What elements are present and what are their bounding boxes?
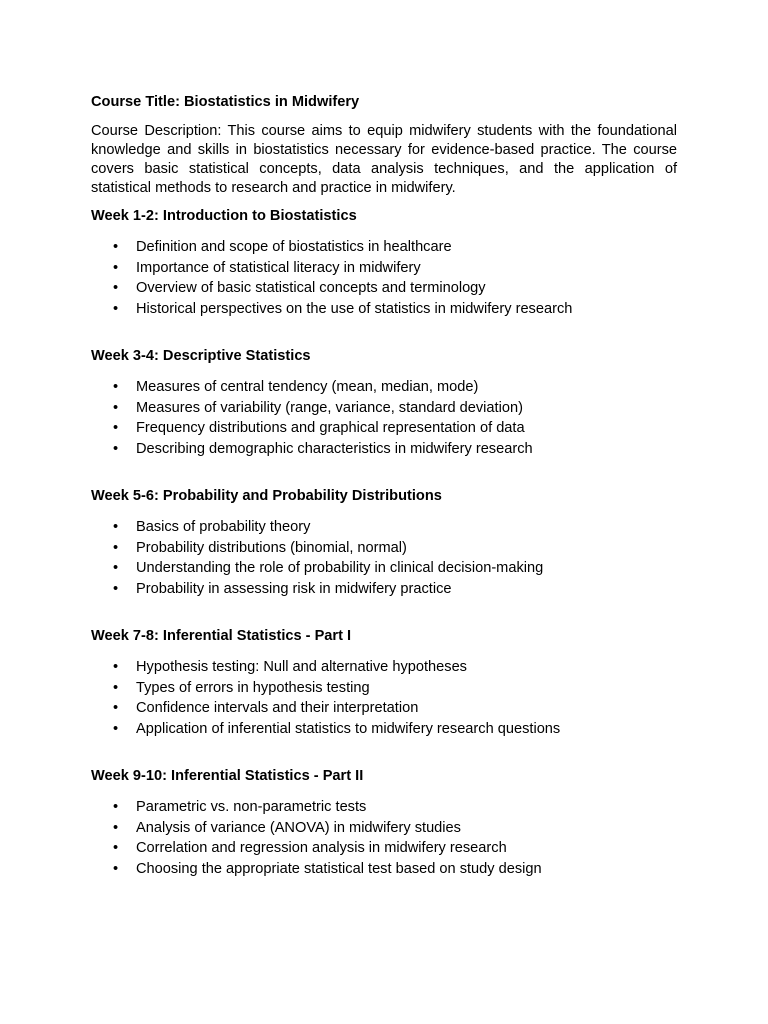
bullet-icon: •: [113, 440, 119, 457]
list-item: [91, 838, 677, 859]
bullet-icon: •: [113, 700, 119, 716]
bullet-icon: •: [113, 679, 119, 696]
week-section: [91, 347, 677, 487]
bullet-icon: •: [113, 560, 119, 576]
list-item-text: Importance of statistical literacy in midwifery: [136, 259, 421, 276]
list-item-text: Historical perspectives on the use of statistics in midwifery research: [136, 300, 573, 317]
list-item: [91, 377, 677, 398]
list-item-text: Describing demographic characteristics in midwifery research: [136, 440, 533, 457]
document-page: [91, 93, 677, 879]
list-item: [91, 558, 677, 579]
bullet-icon: •: [113, 799, 119, 815]
week-heading: Week 7-8: Inferential Statistics - Part I: [91, 628, 352, 644]
week-section: [91, 767, 677, 879]
list-item: [91, 237, 677, 258]
week-section: [91, 627, 677, 767]
list-item-text: Analysis of variance (ANOVA) in midwifery studies: [136, 819, 461, 836]
list-item-text: Hypothesis testing: Null and alternative hypotheses: [136, 659, 467, 675]
course-description: Course Description: This course aims to equip midwifery students with the foundational knowledge and skills in biostatistics necessary for evidence-based practice. The course covers basic statistical concepts, data analysis techniques, and the application of statistical methods to research and practice in midwifery.: [91, 123, 677, 196]
list-item-text: Application of inferential statistics to midwifery research questions: [136, 720, 561, 737]
list-item-text: Basics of probability theory: [136, 519, 311, 535]
topic-list: [91, 797, 677, 879]
bullet-icon: •: [113, 259, 119, 276]
bullet-icon: •: [113, 239, 119, 255]
list-item: [91, 859, 677, 880]
list-item: [91, 678, 677, 699]
list-item: [91, 418, 677, 439]
bullet-icon: •: [113, 840, 119, 856]
bullet-icon: •: [113, 519, 119, 535]
week-sections: [91, 207, 677, 879]
list-item-text: Confidence intervals and their interpretation: [136, 700, 419, 716]
topic-list: [91, 657, 677, 739]
section-spacer: [91, 459, 677, 487]
week-heading: Week 1-2: Introduction to Biostatistics: [91, 208, 357, 224]
bullet-icon: •: [113, 280, 119, 296]
week-heading: Week 9-10: Inferential Statistics - Part II: [91, 768, 364, 784]
list-item-text: Types of errors in hypothesis testing: [136, 679, 370, 696]
list-item-text: Probability distributions (binomial, normal): [136, 539, 407, 556]
list-item: [91, 657, 677, 678]
week-section: [91, 207, 677, 347]
list-item-text: Understanding the role of probability in clinical decision-making: [136, 560, 544, 576]
list-item: [91, 719, 677, 740]
bullet-icon: •: [113, 720, 119, 737]
list-item: [91, 538, 677, 559]
bullet-icon: •: [113, 399, 119, 416]
week-heading: Week 3-4: Descriptive Statistics: [91, 348, 311, 364]
bullet-icon: •: [113, 819, 119, 836]
topic-list: [91, 377, 677, 459]
list-item: [91, 517, 677, 538]
list-item-text: Measures of variability (range, variance, standard deviation): [136, 399, 523, 416]
list-item-text: Overview of basic statistical concepts and terminology: [136, 280, 486, 296]
bullet-icon: •: [113, 300, 119, 317]
list-item-text: Measures of central tendency (mean, median, mode): [136, 379, 479, 395]
bullet-icon: •: [113, 659, 119, 675]
list-item: [91, 439, 677, 460]
list-item: [91, 579, 677, 600]
course-title: Course Title: Biostatistics in Midwifery: [91, 94, 360, 110]
list-item: [91, 398, 677, 419]
section-spacer: [91, 599, 677, 627]
list-item: [91, 299, 677, 320]
list-item-text: Parametric vs. non-parametric tests: [136, 799, 367, 815]
bullet-icon: •: [113, 860, 119, 877]
week-heading: Week 5-6: Probability and Probability Distributions: [91, 488, 442, 504]
topic-list: [91, 237, 677, 319]
bullet-icon: •: [113, 379, 119, 395]
list-item: [91, 258, 677, 279]
list-item-text: Probability in assessing risk in midwifery practice: [136, 580, 452, 597]
list-item-text: Definition and scope of biostatistics in healthcare: [136, 239, 452, 255]
list-item: [91, 818, 677, 839]
bullet-icon: •: [113, 539, 119, 556]
list-item: [91, 698, 677, 719]
bullet-icon: •: [113, 420, 119, 436]
list-item: [91, 278, 677, 299]
week-section: [91, 487, 677, 627]
section-spacer: [91, 739, 677, 767]
list-item: [91, 797, 677, 818]
topic-list: [91, 517, 677, 599]
list-item-text: Choosing the appropriate statistical test based on study design: [136, 860, 542, 877]
list-item-text: Frequency distributions and graphical representation of data: [136, 420, 525, 436]
bullet-icon: •: [113, 580, 119, 597]
section-spacer: [91, 319, 677, 347]
list-item-text: Correlation and regression analysis in midwifery research: [136, 840, 507, 856]
